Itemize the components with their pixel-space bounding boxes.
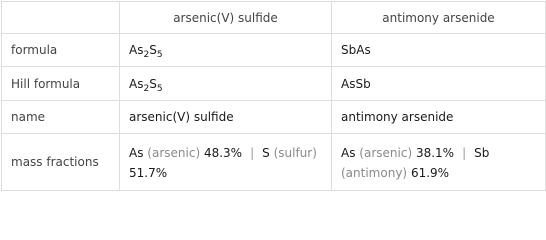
formula-cell-antimony-arsenide: SbAs bbox=[332, 34, 546, 67]
name-cell-arsenic-v-sulfide: arsenic(V) sulfide bbox=[120, 101, 332, 134]
name-cell-antimony-arsenide: antimony arsenide bbox=[332, 101, 546, 134]
row-label-name: name bbox=[2, 101, 120, 134]
table-row-formula bbox=[2, 34, 546, 67]
row-label-hill-formula: Hill formula bbox=[2, 67, 120, 101]
header-arsenic-v-sulfide: arsenic(V) sulfide bbox=[120, 2, 332, 34]
hill-formula-cell-antimony-arsenide: AsSb bbox=[332, 67, 546, 101]
header-row bbox=[2, 2, 546, 34]
hill-formula-cell-arsenic-v-sulfide: $As_2S_5$ bbox=[120, 67, 332, 101]
header-antimony-arsenide: antimony arsenide bbox=[332, 2, 546, 34]
table-row-name bbox=[2, 101, 546, 134]
header-blank-cell bbox=[2, 2, 120, 34]
comparison-table bbox=[1, 1, 546, 191]
table-row-mass-fractions bbox=[2, 134, 546, 191]
mass-fractions-cell-arsenic-v-sulfide: As (arsenic) 48.3% | S (sulfur) 51.7% bbox=[120, 134, 332, 191]
formula-cell-arsenic-v-sulfide: $As_2S_5$ bbox=[120, 34, 332, 67]
table-row-hill-formula bbox=[2, 67, 546, 101]
row-label-formula: formula bbox=[2, 34, 120, 67]
mass-fractions-cell-antimony-arsenide: As (arsenic) 38.1% | Sb (antimony) 61.9% bbox=[332, 134, 546, 191]
row-label-mass-fractions: mass fractions bbox=[2, 134, 120, 191]
